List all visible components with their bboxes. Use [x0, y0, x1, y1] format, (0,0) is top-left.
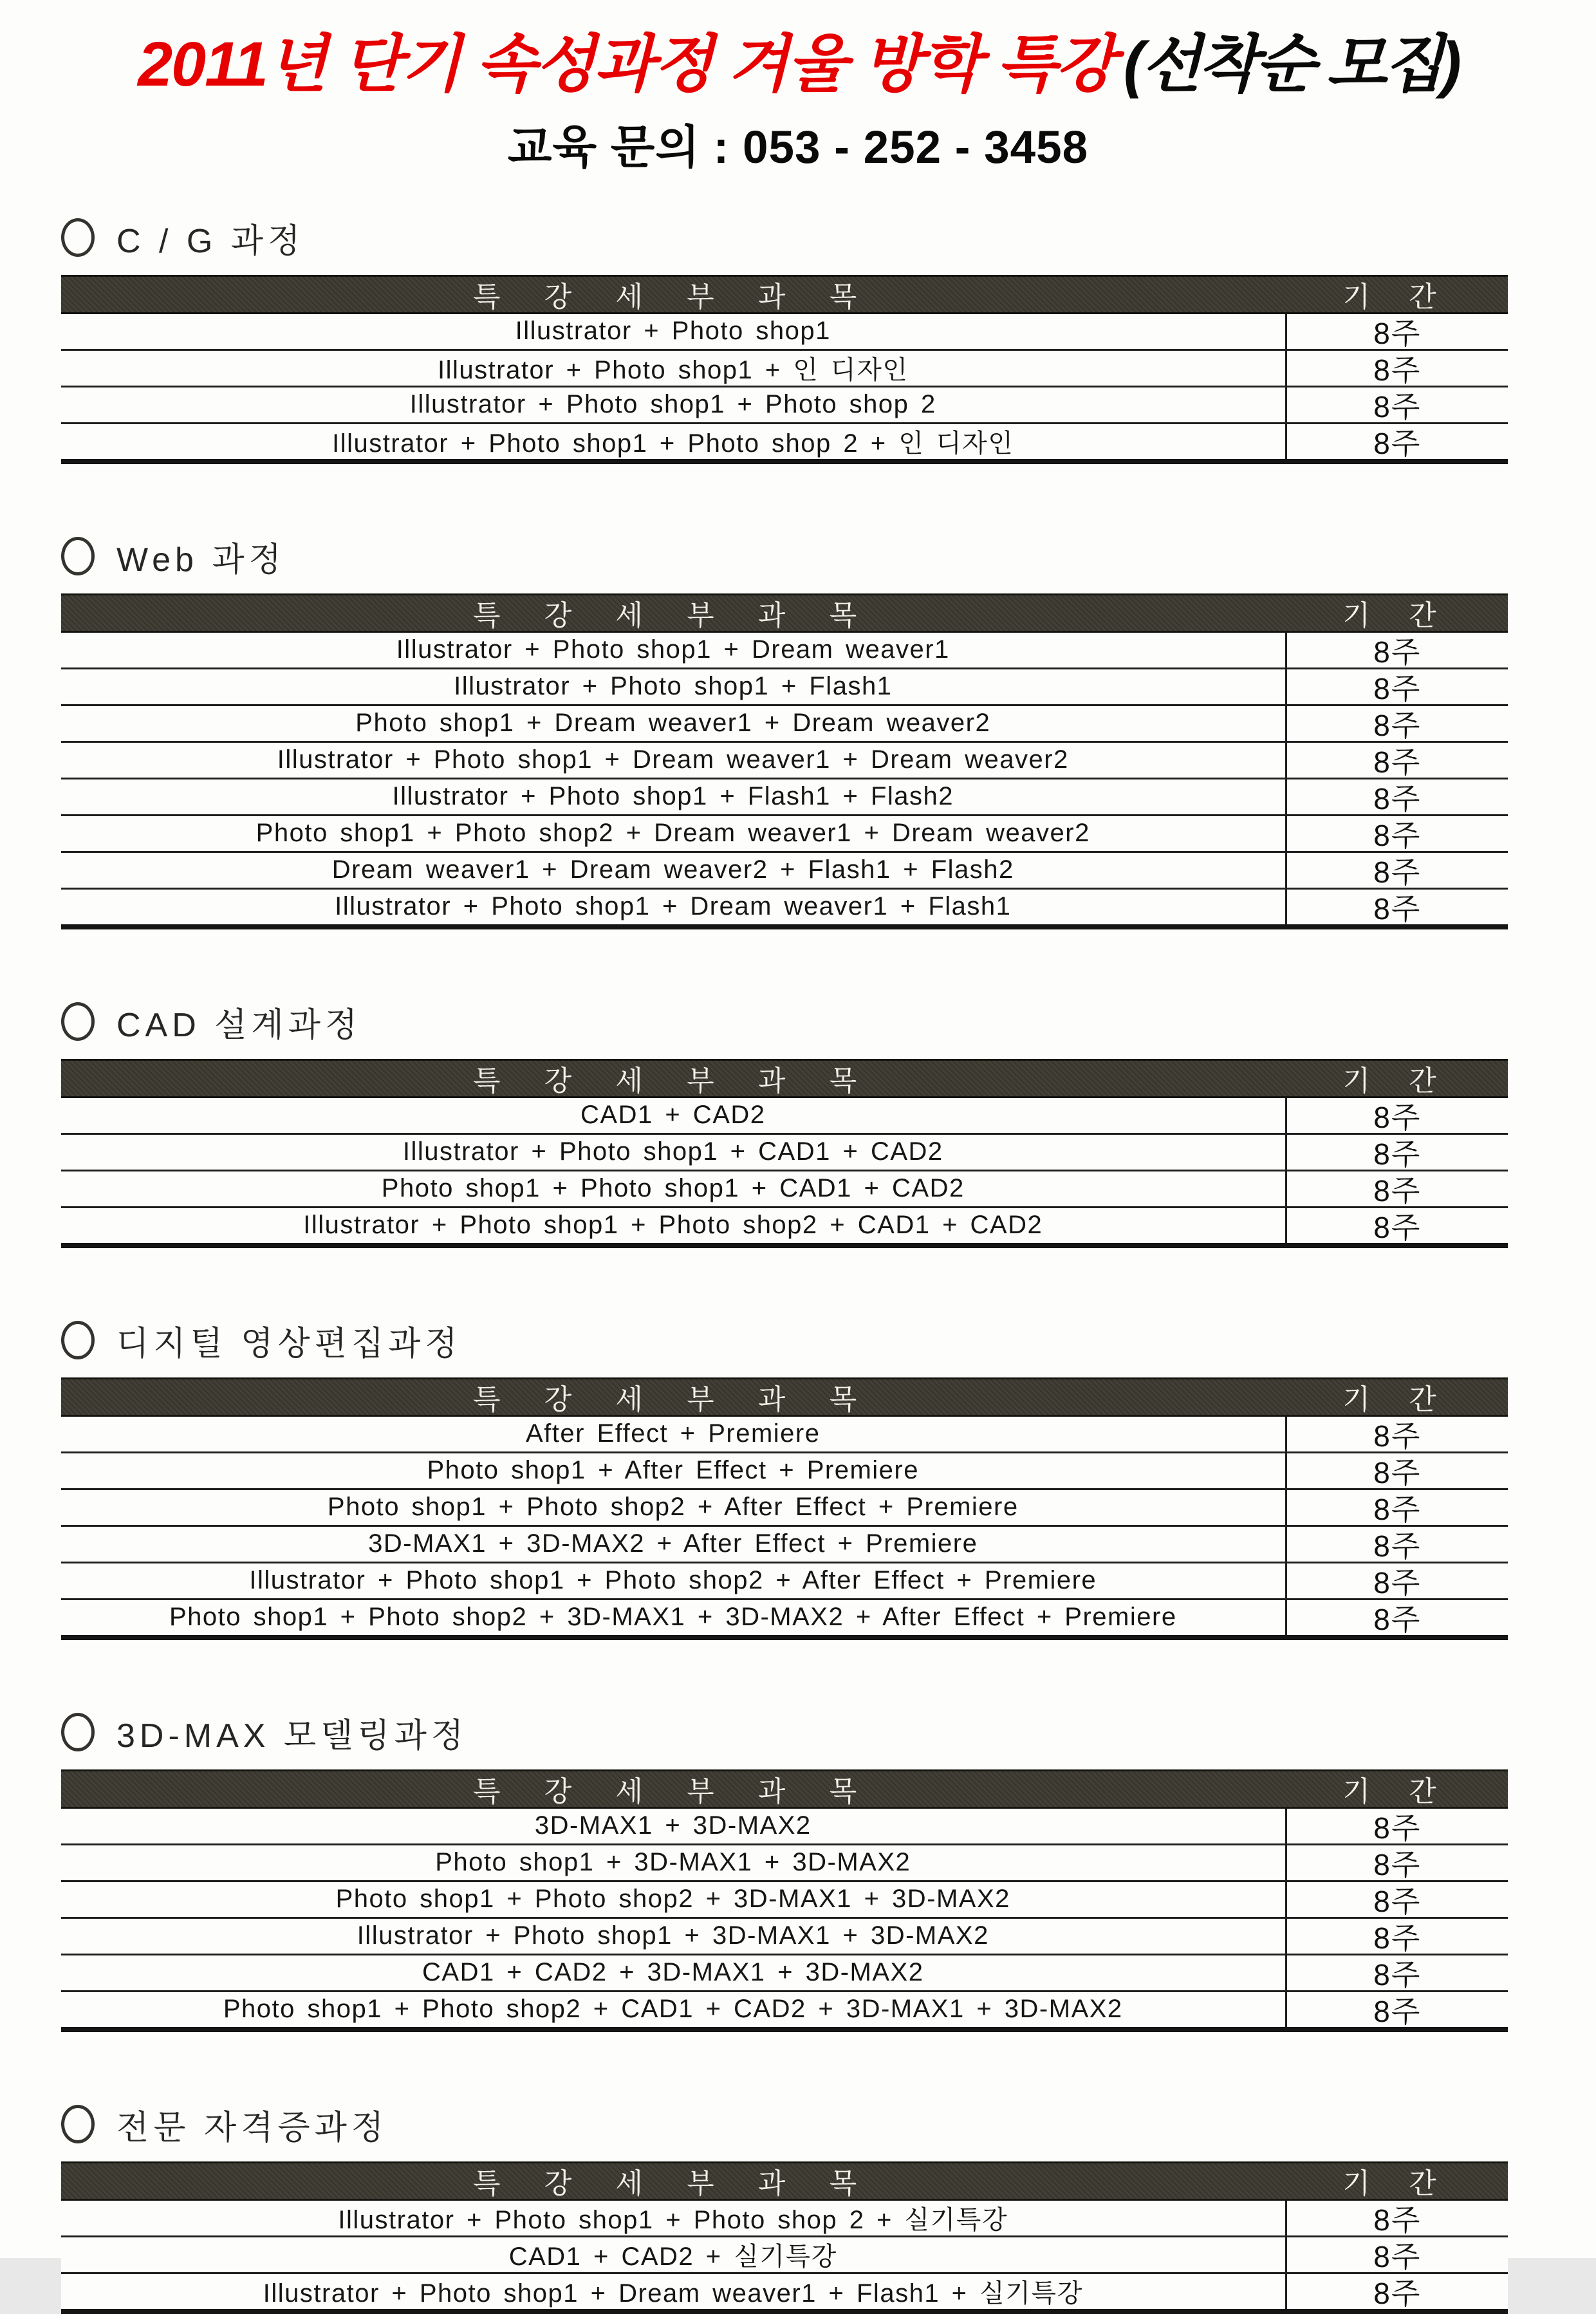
table-body	[61, 314, 1508, 464]
table-row	[61, 853, 1508, 890]
table-row	[61, 743, 1508, 779]
course-table	[61, 1377, 1508, 1640]
course-subject-cell: CAD1 + CAD2	[580, 1101, 766, 1130]
column-header-duration: 기 간	[1342, 600, 1452, 632]
course-subject-cell: Illustrator + Photo shop1 + Dream weaver1 + Dream weaver2	[277, 745, 1069, 774]
course-subject-cell: Illustrator + Photo shop1 + Photo shop2 + After Effect + Premiere	[249, 1566, 1097, 1595]
course-subject-cell: CAD1 + CAD2 + 3D-MAX1 + 3D-MAX2	[422, 1958, 924, 1987]
column-header-duration: 기 간	[1342, 1065, 1452, 1097]
circle-bullet-icon	[61, 1002, 95, 1041]
table-header-row	[61, 1059, 1508, 1098]
course-duration-cell: 8주	[1285, 1098, 1508, 1133]
course-subject-cell: CAD1 + CAD2 + 실기특강	[508, 2243, 837, 2272]
course-subject-cell: Illustrator + Photo shop1 + 3D-MAX1 + 3D-MAX2	[357, 1921, 989, 1950]
course-section	[61, 214, 1508, 464]
table-row	[61, 779, 1508, 816]
course-subject-cell: Photo shop1 + Photo shop2 + Dream weaver1 + Dream weaver2	[255, 819, 1090, 848]
circle-bullet-icon	[61, 1713, 95, 1751]
course-subject-cell: Photo shop1 + Photo shop2 + CAD1 + CAD2 + 3D-MAX1 + 3D-MAX2	[223, 1995, 1123, 2024]
circle-bullet-icon	[61, 218, 95, 257]
course-duration-cell: 8주	[1285, 706, 1508, 741]
table-row	[61, 1955, 1508, 1992]
table-row	[61, 424, 1508, 459]
section-title	[61, 2100, 1508, 2149]
course-subject-cell: 3D-MAX1 + 3D-MAX2 + After Effect + Premiere	[368, 1529, 978, 1558]
course-duration-cell: 8주	[1285, 1171, 1508, 1206]
course-duration-cell: 8주	[1285, 1490, 1508, 1525]
table-header-row	[61, 1769, 1508, 1809]
table-row	[61, 2274, 1508, 2309]
course-duration-cell: 8주	[1285, 1882, 1508, 1917]
page-title	[0, 28, 1596, 100]
table-row	[61, 1845, 1508, 1882]
table-row	[61, 1135, 1508, 1171]
course-duration-cell: 8주	[1285, 424, 1508, 459]
course-section	[61, 998, 1508, 1248]
section-title	[61, 532, 1508, 581]
course-duration-cell: 8주	[1285, 779, 1508, 814]
table-body	[61, 1417, 1508, 1640]
table-row	[61, 2201, 1508, 2237]
course-duration-cell: 8주	[1285, 1992, 1508, 2027]
table-row	[61, 1098, 1508, 1135]
table-row	[61, 1992, 1508, 2027]
course-subject-cell: Photo shop1 + Photo shop2 + 3D-MAX1 + 3D-MAX2	[335, 1885, 1010, 1914]
course-subject-cell: Illustrator + Photo shop1 + Photo shop 2 + 실기특강	[338, 2206, 1008, 2235]
table-row	[61, 816, 1508, 853]
column-header-subject: 특 강 세 부 과 목	[472, 281, 875, 313]
section-title-text: 전문 자격증과정	[116, 2109, 389, 2147]
course-subject-cell: Illustrator + Photo shop1 + CAD1 + CAD2	[402, 1137, 943, 1166]
table-header-row	[61, 593, 1508, 633]
course-duration-cell: 8주	[1285, 853, 1508, 888]
column-header-duration: 기 간	[1342, 2168, 1452, 2200]
course-sections	[61, 214, 1508, 2314]
table-row	[61, 2237, 1508, 2274]
table-row	[61, 669, 1508, 706]
table-row	[61, 890, 1508, 924]
column-header-duration: 기 간	[1342, 281, 1452, 313]
course-subject-cell: Photo shop1 + Photo shop2 + After Effect + Premiere	[327, 1493, 1019, 1522]
column-header-duration: 기 간	[1342, 1384, 1452, 1416]
column-header-subject: 특 강 세 부 과 목	[472, 1776, 875, 1808]
course-duration-cell: 8주	[1285, 2237, 1508, 2272]
table-header-row	[61, 1377, 1508, 1417]
column-header-subject: 특 강 세 부 과 목	[472, 1065, 875, 1097]
section-title	[61, 998, 1508, 1046]
table-body	[61, 633, 1508, 929]
circle-bullet-icon	[61, 1321, 95, 1359]
column-header-subject: 특 강 세 부 과 목	[472, 600, 875, 632]
course-table	[61, 1059, 1508, 1248]
course-duration-cell: 8주	[1285, 1417, 1508, 1451]
course-duration-cell: 8주	[1285, 351, 1508, 386]
course-duration-cell: 8주	[1285, 890, 1508, 924]
course-duration-cell: 8주	[1285, 743, 1508, 778]
course-duration-cell: 8주	[1285, 816, 1508, 851]
table-body	[61, 1098, 1508, 1248]
table-body	[61, 1809, 1508, 2032]
contact-phone-line: 교육 문의 : 053 - 252 - 3458	[507, 122, 1089, 173]
course-section	[61, 1316, 1508, 1640]
course-duration-cell: 8주	[1285, 1955, 1508, 1990]
section-title-text: 디지털 영상편집과정	[116, 1325, 462, 1363]
course-duration-cell: 8주	[1285, 1919, 1508, 1954]
table-row	[61, 633, 1508, 669]
column-header-subject: 특 강 세 부 과 목	[472, 1384, 875, 1416]
course-duration-cell: 8주	[1285, 1527, 1508, 1562]
course-subject-cell: Dream weaver1 + Dream weaver2 + Flash1 + Flash2	[331, 855, 1014, 884]
course-subject-cell: Illustrator + Photo shop1	[515, 317, 831, 346]
course-duration-cell: 8주	[1285, 1563, 1508, 1598]
course-subject-cell: 3D-MAX1 + 3D-MAX2	[534, 1811, 812, 1840]
section-title-text: Web 과정	[116, 541, 286, 579]
course-subject-cell: Illustrator + Photo shop1 + Flash1 + Flash2	[392, 782, 954, 811]
course-duration-cell: 8주	[1285, 387, 1508, 422]
course-section	[61, 1708, 1508, 2032]
course-duration-cell: 8주	[1285, 2274, 1508, 2309]
table-row	[61, 1417, 1508, 1453]
circle-bullet-icon	[61, 537, 95, 575]
course-subject-cell: Illustrator + Photo shop1 + Dream weaver1 + Flash1 + 실기특강	[263, 2279, 1083, 2308]
page-title-main: 2011년 단기 속성과정 겨울 방학 특강	[138, 29, 1115, 99]
table-row	[61, 314, 1508, 351]
course-duration-cell: 8주	[1285, 1600, 1508, 1635]
course-duration-cell: 8주	[1285, 669, 1508, 704]
flyer-header	[0, 0, 1596, 176]
course-subject-cell: Photo shop1 + Dream weaver1 + Dream weaver2	[355, 709, 991, 738]
course-subject-cell: Photo shop1 + After Effect + Premiere	[427, 1456, 919, 1485]
course-subject-cell: Illustrator + Photo shop1 + Photo shop 2 + 인 디자인	[332, 429, 1014, 458]
table-row	[61, 1208, 1508, 1243]
table-row	[61, 1453, 1508, 1490]
course-duration-cell: 8주	[1285, 1453, 1508, 1488]
table-body	[61, 2201, 1508, 2314]
circle-bullet-icon	[61, 2105, 95, 2143]
table-header-row	[61, 2161, 1508, 2201]
table-row	[61, 1809, 1508, 1845]
table-row	[61, 1171, 1508, 1208]
course-duration-cell: 8주	[1285, 314, 1508, 349]
course-table	[61, 593, 1508, 929]
course-duration-cell: 8주	[1285, 1809, 1508, 1843]
course-subject-cell: Illustrator + Photo shop1 + Dream weaver1	[396, 635, 950, 664]
course-table	[61, 2161, 1508, 2314]
course-subject-cell: Photo shop1 + 3D-MAX1 + 3D-MAX2	[435, 1848, 911, 1877]
table-row	[61, 1600, 1508, 1635]
column-header-subject: 특 강 세 부 과 목	[472, 2168, 875, 2200]
course-subject-cell: After Effect + Premiere	[526, 1419, 821, 1448]
section-title	[61, 1316, 1508, 1365]
course-table	[61, 275, 1508, 464]
course-section	[61, 2100, 1508, 2314]
course-subject-cell: Illustrator + Photo shop1 + 인 디자인	[438, 356, 909, 385]
course-subject-cell: Illustrator + Photo shop1 + Flash1	[454, 672, 893, 701]
table-row	[61, 387, 1508, 424]
section-title	[61, 1708, 1508, 1757]
table-row	[61, 1527, 1508, 1563]
section-title-text: C / G 과정	[116, 222, 305, 260]
course-section	[61, 532, 1508, 929]
table-header-row	[61, 275, 1508, 314]
course-subject-cell: Photo shop1 + Photo shop1 + CAD1 + CAD2	[381, 1174, 965, 1203]
table-row	[61, 1882, 1508, 1919]
section-title-text: 3D-MAX 모델링과정	[116, 1717, 469, 1755]
course-duration-cell: 8주	[1285, 2201, 1508, 2235]
course-subject-cell: Illustrator + Photo shop1 + Photo shop 2	[409, 390, 936, 419]
table-row	[61, 706, 1508, 743]
table-row	[61, 1490, 1508, 1527]
course-duration-cell: 8주	[1285, 1135, 1508, 1170]
section-title	[61, 214, 1508, 262]
section-title-text: CAD 설계과정	[116, 1006, 362, 1044]
course-duration-cell: 8주	[1285, 1845, 1508, 1880]
table-row	[61, 1563, 1508, 1600]
course-subject-cell: Illustrator + Photo shop1 + Dream weaver1 + Flash1	[335, 892, 1012, 921]
column-header-duration: 기 간	[1342, 1776, 1452, 1808]
table-row	[61, 351, 1508, 387]
course-duration-cell: 8주	[1285, 633, 1508, 667]
course-subject-cell: Photo shop1 + Photo shop2 + 3D-MAX1 + 3D-MAX2 + After Effect + Premiere	[169, 1603, 1177, 1632]
course-duration-cell: 8주	[1285, 1208, 1508, 1243]
table-row	[61, 1919, 1508, 1955]
course-subject-cell: Illustrator + Photo shop1 + Photo shop2 + CAD1 + CAD2	[303, 1211, 1043, 1240]
page-title-note: (선착순 모집)	[1123, 29, 1458, 99]
course-table	[61, 1769, 1508, 2032]
